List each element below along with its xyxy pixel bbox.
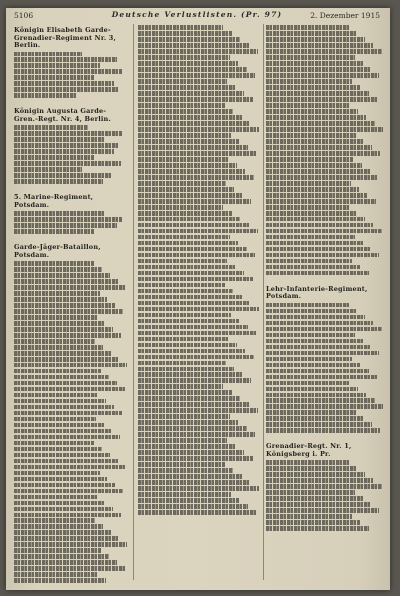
text-line <box>266 496 363 501</box>
text-line <box>14 69 122 74</box>
text-line <box>14 495 97 500</box>
text-line <box>266 259 352 264</box>
text-line <box>138 97 253 102</box>
text-line <box>14 315 97 320</box>
text-line <box>138 139 239 144</box>
text-line <box>138 67 247 72</box>
text-line <box>266 133 356 138</box>
text-line <box>138 79 227 84</box>
spacer <box>14 235 128 241</box>
text-line <box>138 265 236 270</box>
text-line <box>266 151 380 156</box>
text-line <box>266 193 367 198</box>
section-heading: Lehr-Infanterie-Regiment, Potsdam. <box>266 284 368 301</box>
text-line <box>14 167 82 172</box>
text-line <box>266 181 351 186</box>
journal-title: Deutsche Verlustlisten. (Pr. 97) <box>111 10 283 19</box>
text-line <box>266 73 379 78</box>
text-line <box>266 466 357 471</box>
text-line <box>266 67 371 72</box>
text-line <box>266 315 365 320</box>
text-line <box>138 253 255 258</box>
text-line <box>266 211 357 216</box>
column-1 <box>14 24 128 584</box>
section-heading: Grenadier-Regt. Nr. 1, Königsberg i. Pr. <box>266 442 352 458</box>
text-line <box>138 235 230 240</box>
text-line <box>14 52 82 57</box>
text-line <box>138 43 249 48</box>
text-line <box>14 125 88 130</box>
text-line <box>266 235 355 240</box>
text-line <box>14 223 117 228</box>
text-line <box>266 163 362 168</box>
text-line <box>138 468 233 473</box>
text-line <box>138 217 240 222</box>
text-line <box>14 453 110 458</box>
text-line <box>138 295 242 300</box>
text-line <box>14 297 107 302</box>
text-line <box>266 502 371 507</box>
text-line <box>138 331 256 336</box>
text-line <box>14 530 111 535</box>
text-line <box>266 404 383 409</box>
text-line <box>14 309 123 314</box>
text-line <box>266 157 353 162</box>
text-line <box>266 490 355 495</box>
text-line <box>266 339 363 344</box>
text-line <box>138 175 254 180</box>
text-line <box>266 428 380 433</box>
text-line <box>138 31 232 36</box>
text-line <box>266 229 382 234</box>
text-line <box>14 369 101 374</box>
text-line <box>14 285 126 290</box>
text-line <box>138 25 223 30</box>
text-line <box>14 333 121 338</box>
text-line <box>138 349 245 354</box>
spacer <box>14 185 128 191</box>
text-line <box>138 325 248 330</box>
text-line <box>266 357 352 362</box>
text-line <box>138 474 242 479</box>
text-line <box>138 121 250 126</box>
text-line <box>138 289 233 294</box>
text-line <box>138 277 253 282</box>
text-line <box>138 229 258 234</box>
text-line <box>138 259 227 264</box>
text-line <box>14 381 117 386</box>
text-line <box>138 432 255 437</box>
text-line <box>14 291 100 296</box>
text-line <box>14 357 119 362</box>
text-line <box>266 127 383 132</box>
text-line <box>266 351 379 356</box>
column-2 <box>138 24 260 584</box>
text-line <box>266 520 360 525</box>
text-line <box>266 410 356 415</box>
text-line <box>138 498 239 503</box>
text-line <box>14 149 114 154</box>
text-line <box>266 478 373 483</box>
section-heading: Garde-Jäger-Bataillon, Potsdam. <box>14 243 101 259</box>
section-heading: Königin Augusta Garde-Gren.-Regt. Nr. 4, Berlin. <box>14 107 111 123</box>
text-line <box>14 261 94 266</box>
text-line <box>14 173 111 178</box>
text-line <box>266 271 369 276</box>
text-line <box>266 115 366 120</box>
text-line <box>14 411 122 416</box>
text-line <box>266 217 365 222</box>
text-line <box>14 501 105 506</box>
section-heading: 5. Marine-Regiment, Potsdam. <box>14 193 94 209</box>
text-line <box>138 127 259 132</box>
text-line <box>14 179 103 184</box>
text-line <box>138 396 240 401</box>
text-line <box>14 87 119 92</box>
text-line <box>138 337 228 342</box>
text-line <box>138 504 248 509</box>
column-rule <box>263 24 264 580</box>
text-line <box>266 393 366 398</box>
text-line <box>138 103 225 108</box>
text-line <box>138 115 242 120</box>
text-line <box>138 313 231 318</box>
text-line <box>138 486 259 491</box>
text-line <box>14 465 126 470</box>
text-line <box>138 420 238 425</box>
text-line <box>138 390 232 395</box>
text-line <box>138 444 236 449</box>
text-line <box>138 492 231 497</box>
text-line <box>14 536 119 541</box>
text-line <box>14 273 110 278</box>
text-line <box>14 75 94 80</box>
text-line <box>14 524 103 529</box>
text-line <box>14 572 98 577</box>
text-line <box>266 61 363 66</box>
text-line <box>138 301 250 306</box>
text-line <box>266 247 371 252</box>
text-line <box>138 408 258 413</box>
text-line <box>266 121 375 126</box>
text-line <box>266 333 355 338</box>
text-line <box>14 363 127 368</box>
text-line <box>138 367 234 372</box>
text-line <box>266 321 373 326</box>
text-line <box>138 510 256 515</box>
text-line <box>14 429 112 434</box>
text-line <box>14 489 123 494</box>
text-line <box>14 321 105 326</box>
text-line <box>266 85 360 90</box>
text-line <box>14 339 95 344</box>
text-line <box>266 369 369 374</box>
text-line <box>266 363 360 368</box>
text-line <box>266 381 350 386</box>
text-line <box>138 307 259 312</box>
text-line <box>266 31 357 36</box>
text-line <box>14 507 113 512</box>
text-line <box>266 327 382 332</box>
text-line <box>14 477 107 482</box>
text-line <box>138 426 247 431</box>
text-line <box>266 49 382 54</box>
text-line <box>138 456 253 461</box>
text-line <box>138 199 251 204</box>
text-line <box>14 447 102 452</box>
text-line <box>266 199 376 204</box>
text-line <box>14 63 100 68</box>
text-line <box>266 223 373 228</box>
spacer <box>14 99 128 105</box>
text-line <box>14 423 104 428</box>
text-line <box>266 253 379 258</box>
text-line <box>14 229 94 234</box>
text-line <box>138 205 223 210</box>
text-line <box>138 187 234 192</box>
text-line <box>138 438 227 443</box>
text-line <box>138 450 244 455</box>
spacer <box>266 277 384 283</box>
text-line <box>266 387 358 392</box>
text-line <box>138 241 238 246</box>
text-line <box>266 309 357 314</box>
spacer <box>266 434 384 440</box>
text-line <box>266 25 349 30</box>
text-line <box>14 417 96 422</box>
text-line <box>138 247 247 252</box>
text-line <box>138 145 248 150</box>
text-line <box>14 441 94 446</box>
text-line <box>138 49 258 54</box>
text-line <box>14 578 106 583</box>
text-line <box>138 91 244 96</box>
section-heading: Königin Elisabeth Garde-Grenadier-Regiment Nr. 3, Berlin. <box>14 26 116 49</box>
text-line <box>266 375 377 380</box>
text-line <box>14 399 106 404</box>
text-line <box>138 133 231 138</box>
text-line <box>138 151 256 156</box>
text-line <box>266 79 352 84</box>
text-line <box>138 211 232 216</box>
text-line <box>14 267 102 272</box>
text-line <box>138 378 251 383</box>
text-line <box>266 55 355 60</box>
text-line <box>266 303 349 308</box>
text-line <box>266 398 375 403</box>
header-date: 2. Dezember 1915 <box>310 11 380 20</box>
text-line <box>14 279 118 284</box>
text-line <box>138 181 226 186</box>
text-line <box>14 513 121 518</box>
text-line <box>138 384 223 389</box>
text-line <box>138 402 249 407</box>
text-line <box>138 157 228 162</box>
text-line <box>138 109 233 114</box>
text-line <box>138 55 230 60</box>
text-line <box>266 139 364 144</box>
text-line <box>14 351 111 356</box>
text-line <box>14 211 105 216</box>
text-line <box>138 85 236 90</box>
text-line <box>138 223 249 228</box>
text-line <box>266 109 358 114</box>
text-line <box>14 327 113 332</box>
text-line <box>14 137 105 142</box>
text-line <box>266 345 371 350</box>
text-line <box>14 548 101 553</box>
text-line <box>266 103 350 108</box>
text-line <box>266 91 369 96</box>
text-line <box>266 508 379 513</box>
column-rule <box>133 24 134 580</box>
text-line <box>14 542 127 547</box>
column-3 <box>266 24 384 584</box>
text-line <box>266 145 372 150</box>
text-line <box>14 143 119 148</box>
text-line <box>14 560 117 565</box>
text-line <box>138 271 244 276</box>
text-line <box>14 345 103 350</box>
text-line <box>14 435 120 440</box>
text-line <box>14 387 125 392</box>
text-line <box>138 361 226 366</box>
text-line <box>266 265 360 270</box>
text-line <box>138 343 237 348</box>
text-line <box>14 155 94 160</box>
text-line <box>14 93 77 98</box>
text-line <box>138 169 245 174</box>
text-line <box>14 375 109 380</box>
text-line <box>14 471 100 476</box>
text-line <box>266 514 352 519</box>
text-line <box>266 37 365 42</box>
text-line <box>266 187 359 192</box>
text-line <box>14 217 122 222</box>
text-line <box>138 414 230 419</box>
text-line <box>14 483 115 488</box>
text-line <box>266 175 378 180</box>
page-header <box>14 10 380 22</box>
text-line <box>266 43 373 48</box>
text-line <box>266 484 382 489</box>
text-line <box>138 372 243 377</box>
text-line <box>266 460 349 465</box>
text-line <box>138 193 243 198</box>
text-line <box>14 393 98 398</box>
text-line <box>14 518 95 523</box>
text-line <box>138 283 225 288</box>
text-line <box>14 566 125 571</box>
text-line <box>138 37 240 42</box>
text-line <box>138 319 239 324</box>
text-line <box>266 422 372 427</box>
text-line <box>14 131 122 136</box>
text-line <box>266 526 369 531</box>
text-line <box>14 161 121 166</box>
text-line <box>266 241 363 246</box>
text-line <box>14 405 114 410</box>
text-line <box>266 97 377 102</box>
text-line <box>138 73 255 78</box>
text-line <box>138 480 250 485</box>
text-line <box>266 205 349 210</box>
text-line <box>14 303 115 308</box>
text-line <box>138 61 238 66</box>
text-line <box>138 355 254 360</box>
text-line <box>138 462 225 467</box>
text-line <box>14 57 117 62</box>
text-line <box>266 472 365 477</box>
text-line <box>266 169 370 174</box>
text-line <box>14 459 118 464</box>
text-line <box>138 163 237 168</box>
text-line <box>266 416 364 421</box>
text-line <box>14 81 114 86</box>
text-line <box>14 554 109 559</box>
page-number: 5106 <box>14 11 34 20</box>
